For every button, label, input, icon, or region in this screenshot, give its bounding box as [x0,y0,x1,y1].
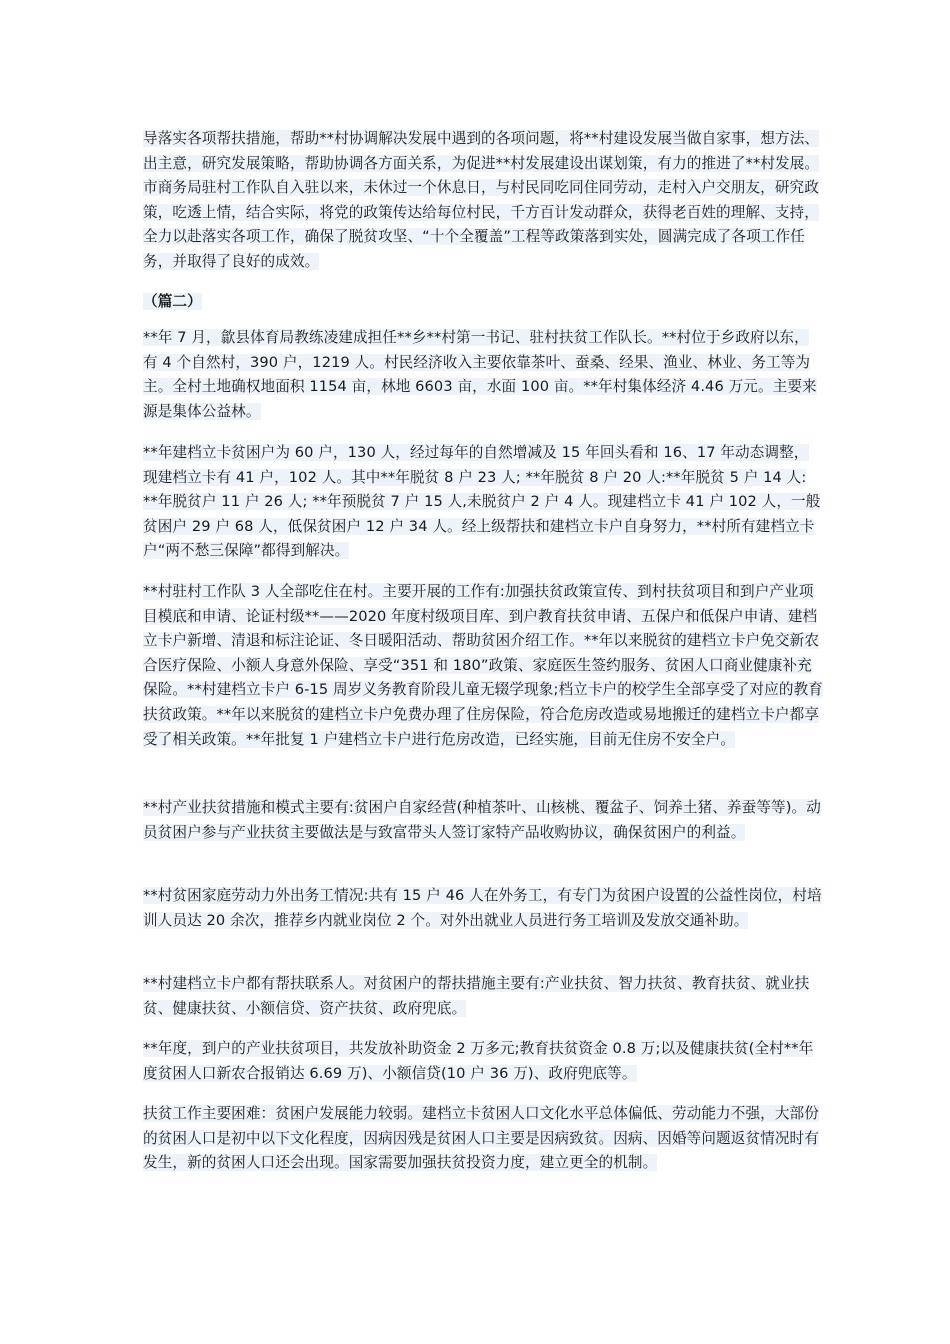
section-heading-text: （篇二） [143,293,202,310]
paragraph-measures [143,972,823,1021]
paragraph-text: 扶贫工作主要困难：贫困户发展能力较弱。建档立卡贫困人口文化水平总体偏低、劳动能力不强，大部份的贫困人口是初中以下文化程度，因病因残是贫困人口主要是因病致贫。因病、因婚等问题返贫情况时有发生，新的贫困人口还会出现。国家需要加强扶贫投资力度，建立更全的机制。 [143,1105,819,1172]
paragraph-funding [143,1037,823,1086]
paragraph-intro [143,127,823,275]
paragraph-text: 导落实各项帮扶措施，帮助**村协调解决发展中遇到的各项问题，将**村建设发展当做自家事，想方法、出主意，研究发展策略，帮助协调各方面关系，为促进**村发展建设出谋划策，有力的推进了**村发展。市商务局驻村工作队自入驻以来，未休过一个休息日，与村民同吃同住同劳动，走村入户交朋友，研究政策，吃透上情，结合实际，将党的政策传达给每位村民，千方百计发动群众，获得老百姓的理解、支持，全力以赴落实各项工作，确保了脱贫攻坚、“十个全覆盖”工程等政策落到实处，圆满完成了各项工作任务，并取得了良好的成效。 [143,130,820,270]
paragraph-text: **村驻村工作队 3 人全部吃住在村。主要开展的工作有:加强扶贫政策宣传、到村扶贫项目和到户产业项目模底和申请、论证村级**——2020 年度村级项目库、到户教育扶贫申请、五保户和低保户申请、建档立卡户新增、清退和标注论证、冬日暖阳活动、帮助贫困介绍工作。**年以来脱贫的建档立卡户免交新农合医疗保险、小额人身意外保险、享受“351 和 180”政策、家庭医生签约服务、贫困人口商业健康补充保险。**村建档立卡户 6-15 周岁义务教育阶段儿童无辍学现象;档立卡户的校学生全部享受了对应的教育扶贫政策。**年以来脱贫的建档立卡户免费办理了住房保险，符合危房改造或易地搬迁的建档立卡户都享受了相关政策。**年批复 1 户建档立卡户进行危房改造，已经实施，目前无住房不安全户。 [143,583,823,748]
paragraph-text: **年建档立卡贫困户为 60 户，130 人，经过每年的自然增减及 15 年回头看和 16、17 年动态调整，现建档立卡有 41 户，102 人。其中**年脱贫 8 户 23 人; **年脱贫 8 户 20 人:**年脱贫 5 户 14 人: **年脱贫户 11 户 26 人; **年预脱贫 7 户 15 人,未脱贫户 2 户 4 人。现建档立卡 41 户 102 人，一般贫困户 29 户 68 人，低保贫困户 12 户 34 人。经上级帮扶和建档立卡户自身努力，**村所有建档立卡户“两不愁三保障”都得到解决。 [143,444,821,560]
paragraph-village-overview [143,326,823,424]
paragraph-text: **年度，到户的产业扶贫项目，共发放补助资金 2 万多元;教育扶贫资金 0.8 万;以及健康扶贫(全村**年度贫困人口新农合报销达 6.69 万)、小额信贷(10 户 36 万)、政府兜底等。 [143,1040,814,1082]
paragraph-text: **村产业扶贫措施和模式主要有:贫困户自家经营(种植茶叶、山核桃、覆盆子、饲养土猪、养蚕等等)。动员贫困户参与产业扶贫主要做法是与致富带头人签订家特产品收购协议，确保贫困户的利益。 [143,799,821,841]
paragraph-poverty-households [143,441,823,564]
paragraph-labor [143,884,823,933]
paragraph-industry [143,796,823,845]
paragraph-text: **村建档立卡户都有帮扶联系人。对贫困户的帮扶措施主要有:产业扶贫、智力扶贫、教育扶贫、就业扶贫、健康扶贫、小额信贷、资产扶贫、政府兜底。 [143,975,810,1017]
paragraph-work-team [143,580,823,752]
paragraph-text: **年 7 月，歙县体育局教练凌建成担任**乡**村第一书记、驻村扶贫工作队长。**村位于乡政府以东，有 4 个自然村，390 户，1219 人。村民经济收入主要依靠茶叶、蚕桑、经果、渔业、林业、务工等为主。全村土地确权地面积 1154 亩，林地 6603 亩，水面 100 亩。**年村集体经济 4.46 万元。主要来源是集体公益林。 [143,329,817,420]
paragraph-text: **村贫困家庭劳动力外出务工情况:共有 15 户 46 人在外务工，有专门为贫困户设置的公益性岗位，村培训人员达 20 余次，推荐乡内就业岗位 2 个。对外出就业人员进行务工培训及发放交通补助。 [143,887,822,929]
paragraph-difficulties [143,1102,823,1176]
section-heading [143,290,823,315]
